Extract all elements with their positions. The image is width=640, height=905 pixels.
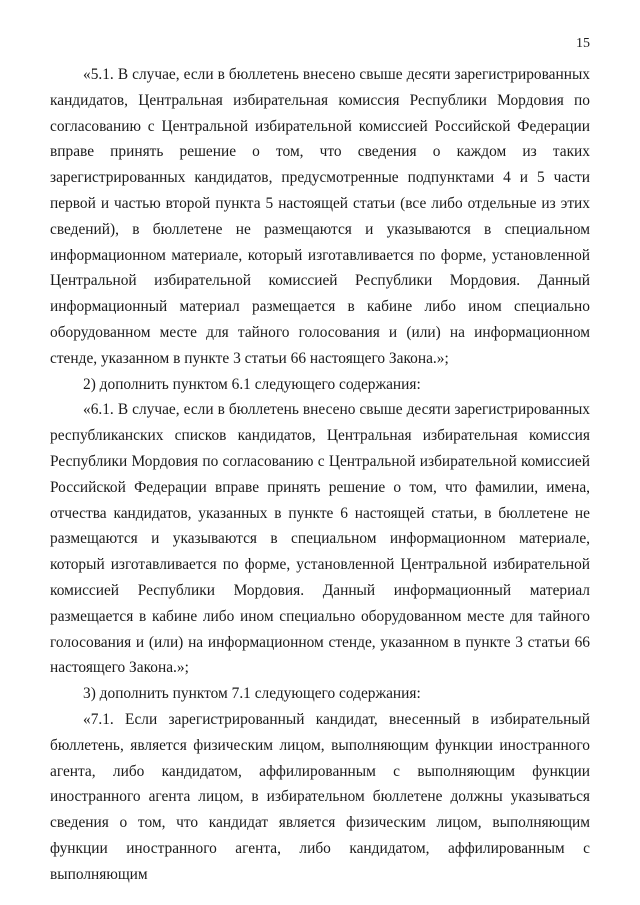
paragraph-item-7-1: «7.1. Если зарегистрированный кандидат, внесенный в избирательный бюллетень, является физическим лицом, выполняющим функции иностранного агента, либо кандидатом, аффилированным с выполняющим функции иностранного агента лицом, в избирательном бюллетене должны указываться сведения о том, что кандидат является физическим лицом, выполняющим функции иностранного агента, либо кандидатом, аффилированным с выполняющим (50, 710, 590, 883)
page-number: 15 (576, 36, 590, 51)
paragraph-item-5-1: «5.1. В случае, если в бюллетень внесено свыше десяти зарегистрированных кандидатов, Центральная избирательная комиссия Республики Мордовия по согласованию с Центральной избирательной комиссией Российской Федерации вправе принять решение о том, что сведения о каждом из таких зарегистрированных кандидатов, предусмотренные подпунктами 4 и 5 части первой и частью второй пункта 5 настоящей статьи (все либо отдельные из этих сведений), в бюллетене не размещаются и указываются в специальном информационном материале, который изготавливается по форме, установленной Центральной избирательной комиссией Республики Мордовия. Данный информационный материал размещается в кабине либо ином специально оборудованном месте для тайного голосования и (или) на информационном стенде, указанном в пункте 3 статьи 66 настоящего Закона.»; (50, 66, 590, 367)
document-body (50, 62, 590, 888)
paragraph-item-6-1: «6.1. В случае, если в бюллетень внесено свыше десяти зарегистрированных республиканских списков кандидатов, Центральная избирательная комиссия Республики Мордовия по согласованию с Центральной избирательной комиссией Российской Федерации вправе принять решение о том, что фамилии, имена, отчества кандидатов, указанных в пункте 6 настоящей статьи, в бюллетене не размещаются и указываются в специальном информационном материале, который изготавливается по форме, установленной Центральной избирательной комиссией Республики Мордовия. Данный информационный материал размещается в кабине либо ином специально оборудованном месте для тайного голосования и (или) на информационном стенде, указанном в пункте 3 статьи 66 настоящего Закона.»; (50, 401, 590, 677)
paragraph-amendment-3: 3) дополнить пунктом 7.1 следующего содержания: (83, 685, 421, 703)
paragraph-amendment-2: 2) дополнить пунктом 6.1 следующего содержания: (83, 375, 421, 393)
